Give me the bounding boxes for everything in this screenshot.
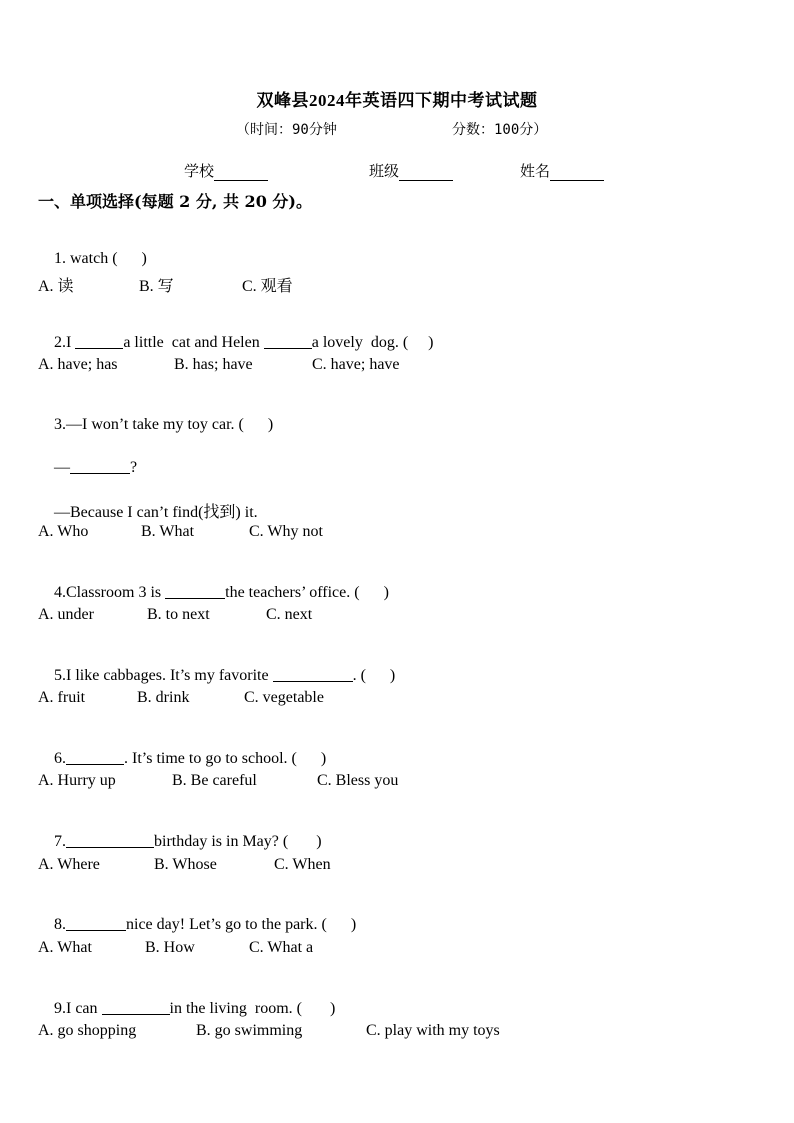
question-8-option-c[interactable]: C. What a: [249, 939, 314, 956]
question-5-text-b: . ( ): [352, 667, 396, 684]
class-blank[interactable]: [399, 166, 453, 181]
question-6-blank[interactable]: [66, 749, 124, 765]
exam-score: 分数：100分）: [452, 122, 548, 138]
question-4-option-c[interactable]: C. next: [266, 606, 313, 623]
question-7-option-a[interactable]: A. Where: [38, 856, 100, 873]
question-4-blank[interactable]: [165, 583, 225, 599]
question-1-option-b[interactable]: B. 写: [139, 278, 174, 295]
question-6-option-b[interactable]: B. Be careful: [172, 772, 257, 789]
question-2-text-c: a lovely dog. ( ): [311, 334, 434, 351]
question-3-option-b[interactable]: B. What: [141, 523, 195, 540]
question-5-option-a[interactable]: A. fruit: [38, 689, 86, 706]
question-8-text-a: 8.: [54, 916, 66, 933]
question-7-option-c[interactable]: C. When: [274, 856, 331, 873]
question-9-blank[interactable]: [102, 999, 170, 1015]
question-5-text-a: 5.I like cabbages. It’s my favorite: [54, 667, 273, 684]
name-blank[interactable]: [550, 166, 604, 181]
question-8-blank[interactable]: [66, 915, 126, 931]
question-1-option-a[interactable]: A. 读: [38, 278, 74, 295]
question-3-question-mark: ?: [130, 459, 138, 476]
school-label: 学校: [184, 162, 215, 180]
question-3-option-c[interactable]: C. Why not: [249, 523, 323, 540]
name-label: 姓名: [520, 162, 551, 180]
exam-title: 双峰县2024年英语四下期中考试试题: [256, 91, 538, 110]
question-7-blank[interactable]: [66, 832, 154, 848]
question-9-option-b[interactable]: B. go swimming: [196, 1022, 303, 1039]
question-8-option-b[interactable]: B. How: [145, 939, 195, 956]
question-8-option-a[interactable]: A. What: [38, 939, 92, 956]
question-2-option-a[interactable]: A. have; has: [38, 356, 118, 373]
question-2-blank-2[interactable]: [264, 333, 312, 349]
question-1-option-c[interactable]: C. 观看: [242, 278, 293, 295]
exam-time: （时间：90分钟: [236, 122, 337, 138]
question-3-reply: —Because I can’t find(找到) it.: [54, 504, 258, 521]
school-field: [184, 160, 268, 181]
question-6-text-a: 6.: [54, 750, 66, 767]
question-7-text-b: birthday is in May? ( ): [154, 833, 322, 850]
question-8-text-b: nice day! Let’s go to the park. ( ): [126, 916, 357, 933]
question-2-option-c[interactable]: C. have; have: [312, 356, 400, 373]
question-3-option-a[interactable]: A. Who: [38, 523, 89, 540]
question-6-option-a[interactable]: A. Hurry up: [38, 772, 116, 789]
question-6-text-b: . It’s time to go to school. ( ): [124, 750, 327, 767]
class-field: [369, 160, 453, 181]
question-3-dash: —: [54, 459, 70, 476]
question-4-option-a[interactable]: A. under: [38, 606, 94, 623]
question-7-text-a: 7.: [54, 833, 66, 850]
question-7-option-b[interactable]: B. Whose: [154, 856, 217, 873]
question-2-blank-1[interactable]: [75, 333, 123, 349]
question-4-text-a: 4.Classroom 3 is: [54, 584, 166, 601]
question-5-option-b[interactable]: B. drink: [137, 689, 190, 706]
question-9-text-a: 9.I can: [54, 1000, 102, 1017]
school-blank[interactable]: [214, 166, 268, 181]
question-4-option-b[interactable]: B. to next: [147, 606, 210, 623]
question-3-text: 3.—I won’t take my toy car. ( ): [54, 416, 274, 433]
question-4-text-b: the teachers’ office. ( ): [225, 584, 389, 601]
question-5-blank[interactable]: [273, 666, 353, 682]
question-9-option-a[interactable]: A. go shopping: [38, 1022, 137, 1039]
section-heading: 一、单项选择(每题 2 分, 共 20 分)。: [38, 192, 312, 211]
question-5-stem: [38, 648, 395, 703]
question-6-option-c[interactable]: C. Bless you: [317, 772, 399, 789]
question-1-text: 1. watch ( ): [54, 250, 147, 267]
question-2-text-b: a little cat and Helen: [123, 334, 264, 351]
question-9-option-c[interactable]: C. play with my toys: [366, 1022, 500, 1039]
question-5-option-c[interactable]: C. vegetable: [244, 689, 324, 706]
question-9-text-b: in the living room. ( ): [169, 1000, 336, 1017]
class-label: 班级: [369, 162, 400, 180]
question-3-blank[interactable]: [70, 458, 130, 474]
question-2-text-a: 2.I: [54, 334, 76, 351]
name-field: [520, 160, 604, 181]
question-2-option-b[interactable]: B. has; have: [174, 356, 253, 373]
